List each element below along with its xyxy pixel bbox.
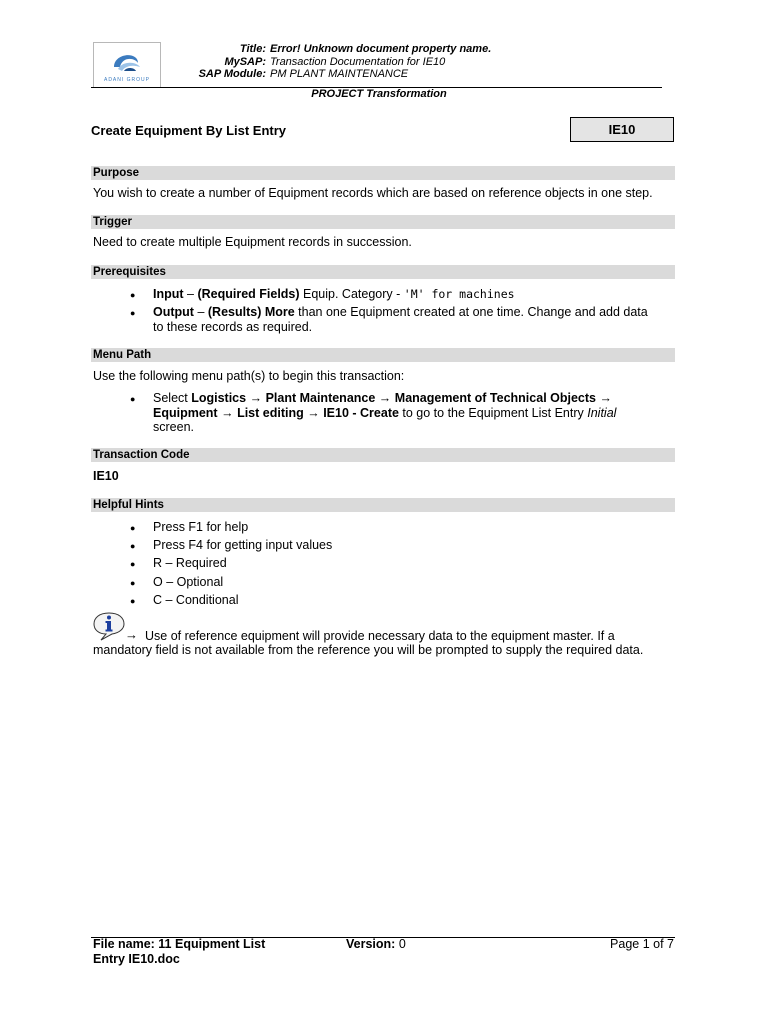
footer-file-name bbox=[93, 937, 265, 967]
section-transaction-code: Transaction Code bbox=[91, 448, 675, 462]
footer-file-line1: File name: 11 Equipment List bbox=[93, 937, 266, 951]
right-arrow-icon: → bbox=[249, 391, 263, 405]
hint-item: R – Required bbox=[153, 556, 227, 570]
menu-initial-text: Initial bbox=[587, 406, 617, 420]
transaction-code-value: IE10 bbox=[93, 469, 119, 483]
hint-item: C – Conditional bbox=[153, 593, 239, 607]
note-line1: Use of reference equipment will provide necessary data to the equipment master. If a bbox=[145, 629, 615, 643]
hint-item: O – Optional bbox=[153, 575, 224, 589]
header-title-row bbox=[160, 43, 580, 55]
bullet-icon: ● bbox=[130, 290, 136, 300]
prereq-output-label: Output bbox=[153, 305, 194, 319]
header-module-row bbox=[160, 68, 580, 80]
prereq-output-text: than one Equipment created at one time. Change and add data bbox=[294, 305, 648, 319]
prereq-dash: – bbox=[193, 305, 208, 319]
trigger-text: Need to create multiple Equipment records in succession. bbox=[93, 235, 412, 249]
bullet-icon: ● bbox=[130, 559, 136, 569]
section-menu-path: Menu Path bbox=[91, 348, 675, 362]
mysap-key: MySAP: bbox=[224, 56, 266, 68]
prereq-output-text-cont: to these records as required. bbox=[153, 320, 313, 334]
menu-tail-text: to go to the Equipment List Entry bbox=[398, 406, 588, 420]
section-purpose: Purpose bbox=[91, 166, 675, 180]
menu-select-text: Select bbox=[153, 391, 192, 405]
section-trigger: Trigger bbox=[91, 215, 675, 229]
prereq-required-fields: (Required Fields) bbox=[197, 287, 300, 301]
right-arrow-icon: → bbox=[599, 391, 612, 405]
menu-plant-maintenance: Plant Maintenance bbox=[265, 391, 376, 405]
bullet-icon: ● bbox=[130, 394, 136, 404]
bullet-icon: ● bbox=[130, 541, 136, 551]
footer-page-number: Page 1 of 7 bbox=[610, 937, 674, 951]
module-value: PM PLANT MAINTENANCE bbox=[270, 68, 409, 80]
purpose-text: You wish to create a number of Equipment records which are based on reference objects in one step. bbox=[93, 186, 653, 200]
bullet-icon: ● bbox=[130, 578, 136, 588]
bullet-icon: ● bbox=[130, 308, 136, 318]
menu-list-editing: List editing bbox=[237, 406, 304, 420]
project-label: PROJECT Transformation bbox=[311, 88, 447, 100]
note-arrow-icon: → bbox=[125, 627, 138, 642]
module-key: SAP Module: bbox=[198, 68, 266, 80]
right-arrow-icon: → bbox=[221, 406, 234, 420]
hint-item: Press F4 for getting input values bbox=[153, 538, 333, 552]
header-mysap-row bbox=[160, 56, 580, 68]
menu-path-line2 bbox=[153, 406, 678, 421]
footer-version-value: 0 bbox=[398, 937, 406, 951]
prereq-results: (Results) More bbox=[207, 305, 295, 319]
note-line2: mandatory field is not available from the reference you will be prompted to supply the required data. bbox=[93, 643, 644, 657]
prereq-dash: – bbox=[183, 287, 198, 301]
right-arrow-icon: → bbox=[378, 391, 392, 405]
prereq-input-text: Equip. Category - bbox=[299, 287, 404, 301]
section-prerequisites: Prerequisites bbox=[91, 265, 675, 279]
menu-path-intro: Use the following menu path(s) to begin this transaction: bbox=[93, 369, 405, 383]
menu-path-line3: screen. bbox=[153, 420, 194, 434]
menu-technical-objects: Management of Technical Objects bbox=[394, 391, 596, 405]
bullet-icon: ● bbox=[130, 596, 136, 606]
menu-logistics: Logistics bbox=[191, 391, 247, 405]
transaction-code-box: IE10 bbox=[570, 117, 674, 142]
menu-equipment: Equipment bbox=[153, 406, 218, 420]
mysap-value: Transaction Documentation for IE10 bbox=[270, 56, 446, 68]
menu-ie10-create: IE10 - Create bbox=[323, 406, 399, 420]
prereq-output-item bbox=[153, 305, 678, 320]
footer-version-label: Version: bbox=[346, 937, 396, 951]
menu-path-line1 bbox=[153, 391, 678, 406]
prereq-category-value: 'M' for machines bbox=[403, 287, 515, 301]
footer-file-line2: Entry IE10.doc bbox=[93, 952, 180, 966]
prereq-input-item bbox=[153, 287, 678, 302]
right-arrow-icon: → bbox=[307, 406, 320, 420]
title-key: Title: bbox=[239, 43, 266, 55]
prereq-input-label: Input bbox=[153, 287, 184, 301]
title-value: Error! Unknown document property name. bbox=[270, 43, 492, 55]
logo-text: ADANI GROUP bbox=[103, 77, 150, 83]
document-title: Create Equipment By List Entry bbox=[91, 123, 287, 138]
bullet-icon: ● bbox=[130, 523, 136, 533]
section-helpful-hints: Helpful Hints bbox=[91, 498, 675, 512]
footer-version bbox=[346, 937, 406, 952]
hint-item: Press F1 for help bbox=[153, 520, 249, 534]
info-icon bbox=[93, 611, 125, 641]
company-logo bbox=[93, 42, 161, 88]
